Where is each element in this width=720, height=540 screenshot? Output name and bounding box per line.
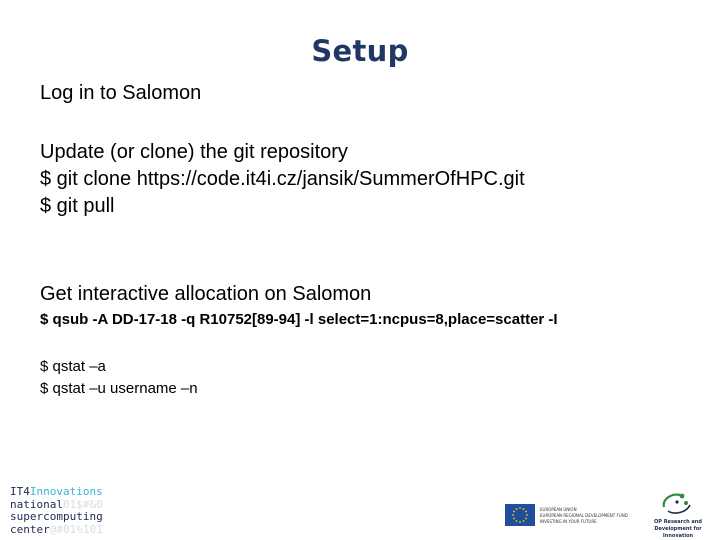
git-clone-command: $ git clone https://code.it4i.cz/jansik/SummerOfHPC.git (40, 168, 525, 190)
git-pull-command: $ git pull (40, 195, 115, 217)
update-repo-text: Update (or clone) the git repository (40, 141, 348, 163)
op-research-logo-icon (660, 491, 694, 517)
slide-title: Setup (311, 34, 409, 68)
allocation-text: Get interactive allocation on Salomon (40, 283, 372, 305)
op-research-text: OP Research and Development for Innovation (654, 519, 702, 539)
qsub-command: $ qsub -A DD-17-18 -q R10752[89-94] -l select=1:ncpus=8,place=scatter -I (40, 311, 558, 328)
eu-funding-text: EUROPEAN UNION EUROPEAN REGIONAL DEVELOPMENT FUND INVESTING IN YOUR FUTURE (540, 507, 628, 524)
qstat-a-command: $ qstat –a (40, 358, 106, 375)
it4i-logo: IT4Innovations national01$#&0 supercomputing center@#01%101 (10, 485, 103, 536)
qstat-u-command: $ qstat –u username –n (40, 380, 198, 397)
login-text: Log in to Salomon (40, 82, 202, 104)
eu-flag-icon (505, 504, 535, 526)
